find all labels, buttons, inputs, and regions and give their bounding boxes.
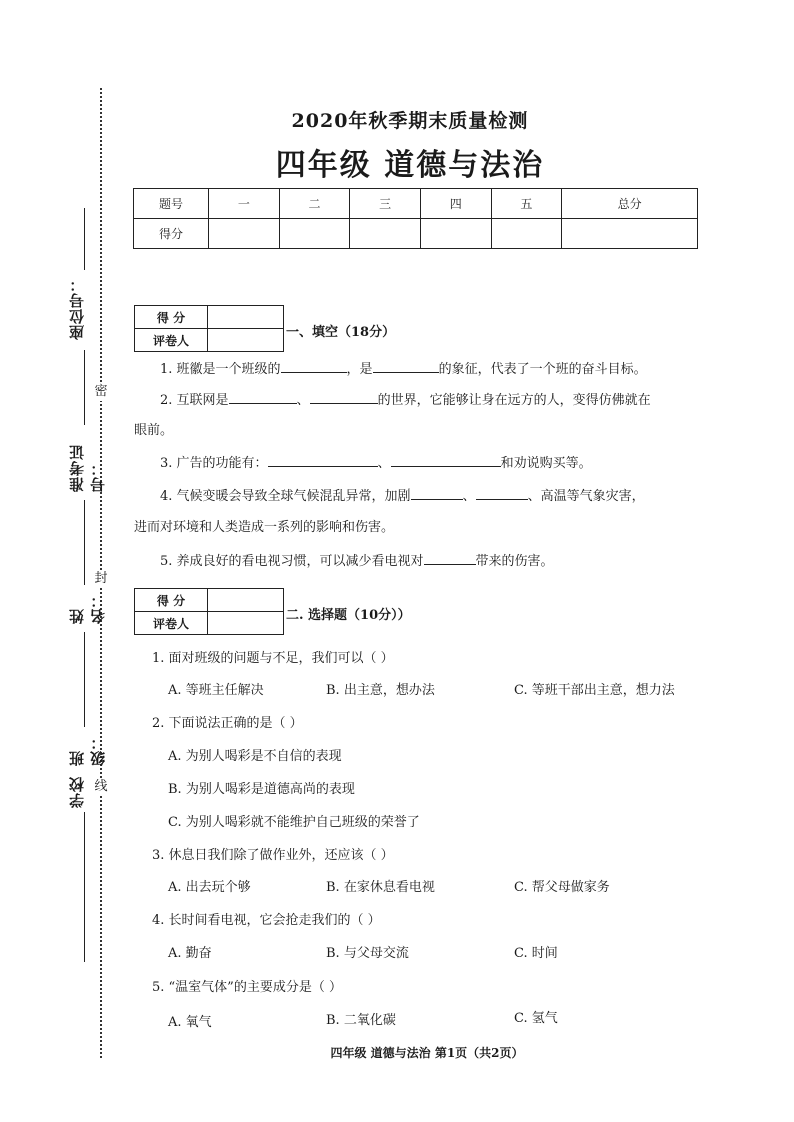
- choice-question-2: 2. 下面说法正确的是（ ）: [152, 716, 303, 731]
- section1-title: 一、填空（18分）: [286, 325, 396, 340]
- q1-blank-1[interactable]: [281, 358, 347, 373]
- score-input-cell[interactable]: [350, 219, 421, 249]
- q3-blank-1[interactable]: [268, 452, 378, 467]
- q1-text-b: ，是: [346, 362, 373, 377]
- fill-question-2: [160, 389, 651, 412]
- choice-option[interactable]: C. 氢气: [514, 1011, 558, 1026]
- seal-char-xian: 线: [92, 778, 110, 796]
- score-cell: 四: [420, 189, 491, 219]
- choice-option[interactable]: B. 出主意，想办法: [326, 683, 435, 698]
- score-cell: 一: [209, 189, 280, 219]
- q2-text-a: 2. 互联网是: [160, 393, 229, 408]
- score-cell: 题号: [134, 189, 209, 219]
- fill-question-1: [160, 358, 647, 381]
- fill-question-2-cont: 眼前。: [134, 423, 174, 438]
- exam-number-line: [84, 350, 85, 425]
- choice-option[interactable]: B. 二氧化碳: [326, 1013, 396, 1028]
- section2-grader-box: [134, 588, 284, 635]
- grader-score-cell[interactable]: [208, 589, 284, 612]
- grader-score-cell[interactable]: [208, 306, 284, 329]
- exam-subtitle: 2020年秋季期末质量检测: [291, 110, 529, 132]
- q1-text-c: 的象征，代表了一个班的奋斗目标。: [438, 362, 647, 377]
- exam-number-label: 准考证号：: [68, 444, 107, 492]
- score-cell: 五: [491, 189, 562, 219]
- choice-option[interactable]: A. 出去玩个够: [168, 880, 251, 895]
- seal-char-feng: 封: [92, 570, 110, 588]
- exam-title: 四年级 道德与法治: [275, 148, 545, 183]
- q5-blank-1[interactable]: [424, 550, 476, 565]
- seal-char-mi: 密: [92, 383, 110, 401]
- q5-text-b: 带来的伤害。: [475, 554, 554, 569]
- school-label: 学校: [68, 776, 86, 808]
- q1-text-a: 1. 班徽是一个班级的: [160, 362, 281, 377]
- choice-option[interactable]: C. 等班干部出主意，想力法: [514, 683, 675, 698]
- score-row-label: 得分: [134, 219, 209, 249]
- fill-question-5: [160, 550, 554, 573]
- name-line: [84, 500, 85, 585]
- score-cell: 总分: [562, 189, 698, 219]
- seat-number-label: 座位号：: [68, 276, 86, 340]
- q2-text-c: 的世界，它能够让身在远方的人，变得仿佛就在: [377, 393, 651, 408]
- fill-question-3: [160, 452, 592, 475]
- q2-blank-1[interactable]: [229, 389, 297, 404]
- choice-question-3: 3. 休息日我们除了做作业外，还应该（ ）: [152, 848, 394, 863]
- choice-option[interactable]: B. 为别人喝彩是道德高尚的表现: [168, 782, 355, 797]
- school-line: [84, 812, 85, 962]
- score-table-header-row: [134, 189, 698, 219]
- q4-text-b: 、: [462, 489, 476, 504]
- q3-text-b: 、: [377, 456, 391, 471]
- choice-option[interactable]: A. 等班主任解决: [168, 683, 264, 698]
- choice-option[interactable]: A. 氧气: [168, 1015, 212, 1030]
- choice-question-1: 1. 面对班级的问题与不足，我们可以（ ）: [152, 651, 394, 666]
- choice-option[interactable]: B. 在家休息看电视: [326, 880, 435, 895]
- fill-question-4: [160, 485, 645, 508]
- choice-option[interactable]: C. 时间: [514, 946, 558, 961]
- choice-question-4: 4. 长时间看电视，它会抢走我们的（ ）: [152, 913, 381, 928]
- choice-option[interactable]: A. 勤奋: [168, 946, 212, 961]
- grader-reviewer-label: 评卷人: [135, 329, 208, 352]
- q5-text-a: 5. 养成良好的看电视习惯，可以减少看电视对: [160, 554, 424, 569]
- score-cell: 二: [279, 189, 350, 219]
- class-line: [84, 632, 85, 727]
- grader-reviewer-cell[interactable]: [208, 329, 284, 352]
- section1-grader-box: [134, 305, 284, 352]
- q3-blank-2[interactable]: [391, 452, 501, 467]
- q4-blank-2[interactable]: [476, 485, 528, 500]
- q3-text-a: 3. 广告的功能有：: [160, 456, 268, 471]
- choice-option[interactable]: C. 为别人喝彩就不能维护自己班级的荣誉了: [168, 815, 420, 830]
- section2-title: 二. 选择题（10分））: [286, 608, 411, 623]
- choice-option[interactable]: A. 为别人喝彩是不自信的表现: [168, 749, 342, 764]
- binding-margin: [0, 0, 125, 1122]
- score-input-cell[interactable]: [491, 219, 562, 249]
- q1-blank-2[interactable]: [373, 358, 439, 373]
- score-input-cell[interactable]: [420, 219, 491, 249]
- choice-option[interactable]: B. 与父母交流: [326, 946, 409, 961]
- grader-reviewer-cell[interactable]: [208, 612, 284, 635]
- choice-question-5: 5. “温室气体”的主要成分是（ ）: [152, 980, 342, 995]
- q4-text-c: 、高温等气象灾害，: [527, 489, 645, 504]
- q3-text-c: 和劝说购买等。: [500, 456, 592, 471]
- fill-question-4-cont: 进而对环境和人类造成一系列的影响和伤害。: [134, 520, 395, 535]
- grader-score-label: 得 分: [135, 589, 208, 612]
- score-table: [133, 188, 698, 249]
- score-input-cell[interactable]: [209, 219, 280, 249]
- grader-reviewer-label: 评卷人: [135, 612, 208, 635]
- score-cell: 三: [350, 189, 421, 219]
- q4-text-a: 4. 气候变暖会导致全球气候混乱异常，加剧: [160, 489, 411, 504]
- grader-score-label: 得 分: [135, 306, 208, 329]
- q2-blank-2[interactable]: [310, 389, 378, 404]
- choice-option[interactable]: C. 帮父母做家务: [514, 880, 610, 895]
- page-footer: 四年级 道德与法治 第1页（共2页）: [330, 1046, 524, 1060]
- q2-text-b: 、: [296, 393, 310, 408]
- q4-blank-1[interactable]: [411, 485, 463, 500]
- score-input-cell[interactable]: [279, 219, 350, 249]
- score-table-score-row: [134, 219, 698, 249]
- name-label: 姓名：: [68, 592, 107, 624]
- seat-number-line: [84, 208, 85, 270]
- score-input-cell[interactable]: [562, 219, 698, 249]
- class-label: 班级：: [68, 734, 107, 766]
